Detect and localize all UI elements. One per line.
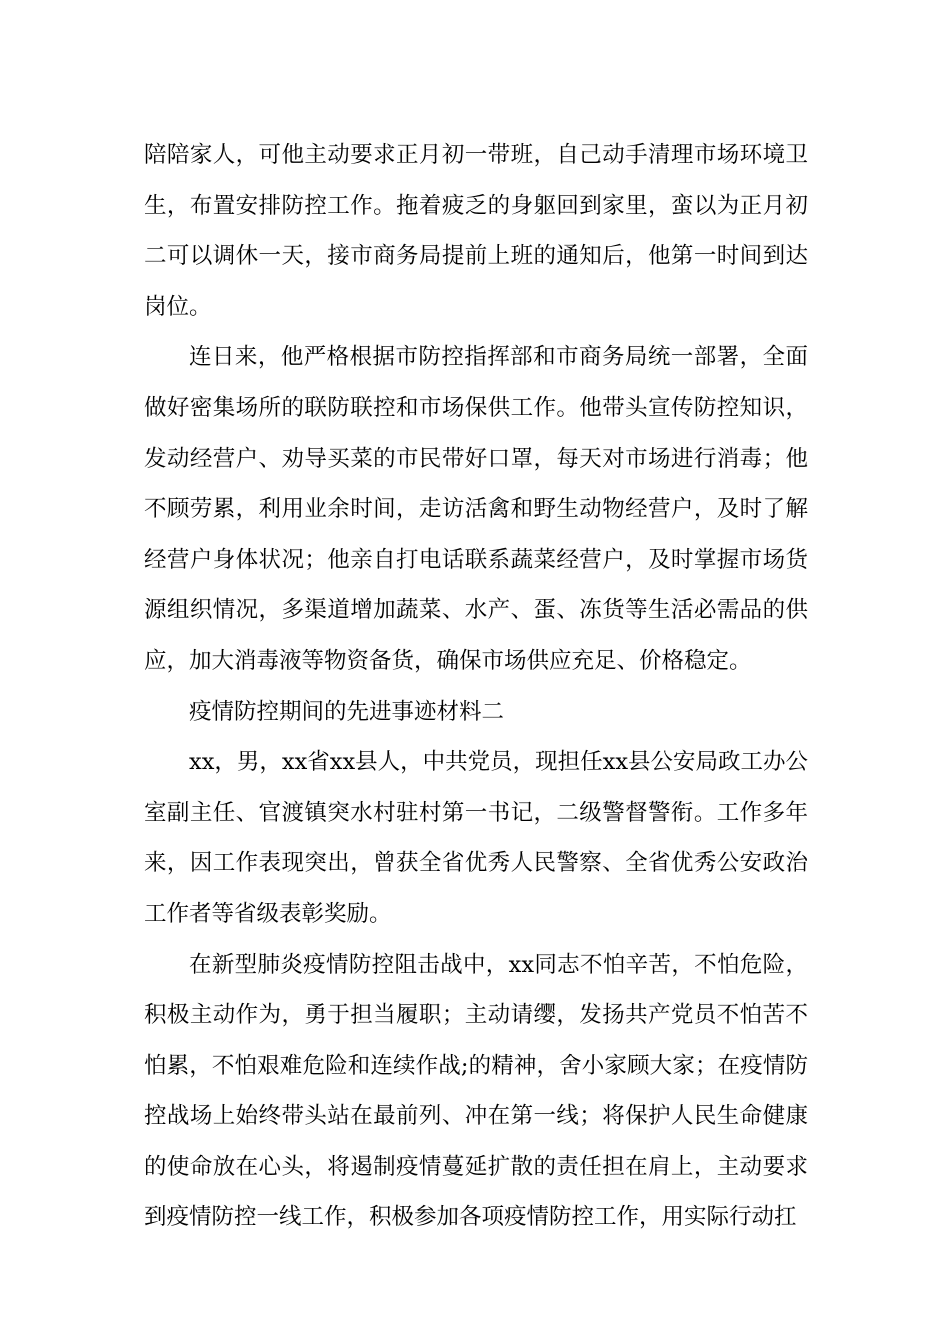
document-body [144,130,808,1243]
paragraph-continuation: 陪陪家人，可他主动要求正月初一带班，自己动手清理市场环境卫生，布置安排防控工作。拖着疲乏的身躯回到家里，蛮以为正月初二可以调休一天，接市商务局提前上班的通知后，他第一时间到达岗位。 [144,142,808,320]
paragraph-profile: xx，男，xx省xx县人，中共党员，现担任xx县公安局政工办公室副主任、官渡镇突水村驻村第一书记，二级警督警衔。工作多年来，因工作表现突出，曾获全省优秀人民警察、全省优秀公安政治工作者等省级表彰奖励。 [144,749,809,927]
paragraph-market-work: 连日来，他严格根据市防控指挥部和市商务局统一部署，全面做好密集场所的联防联控和市场保供工作。他带头宣传防控知识，发动经营户、劝导买菜的市民带好口罩，每天对市场进行消毒；他不顾劳累，利用业余时间，走访活禽和野生动物经营户，及时了解经营户身体状况；他亲自打电话联系蔬菜经营户，及时掌握市场货源组织情况，多渠道增加蔬菜、水产、蛋、冻货等生活必需品的供应，加大消毒液等物资备货，确保市场供应充足、价格稳定。 [144,344,808,674]
section-heading: 疫情防控期间的先进事迹材料二 [189,698,505,725]
paragraph-epidemic-fight: 在新型肺炎疫情防控阻击战中，xx同志不怕辛苦，不怕危险，积极主动作为，勇于担当履职；主动请缨，发扬共产党员不怕苦不怕累，不怕艰难危险和连续作战;的精神，舍小家顾大家；在疫情防控战场上始终带头站在最前列、冲在第一线；将保护人民生命健康的使命放在心头，将遏制疫情蔓延扩散的责任担在肩上，主动要求到疫情防控一线工作，积极参加各项疫情防控工作，用实际行动扛 [144,951,808,1231]
